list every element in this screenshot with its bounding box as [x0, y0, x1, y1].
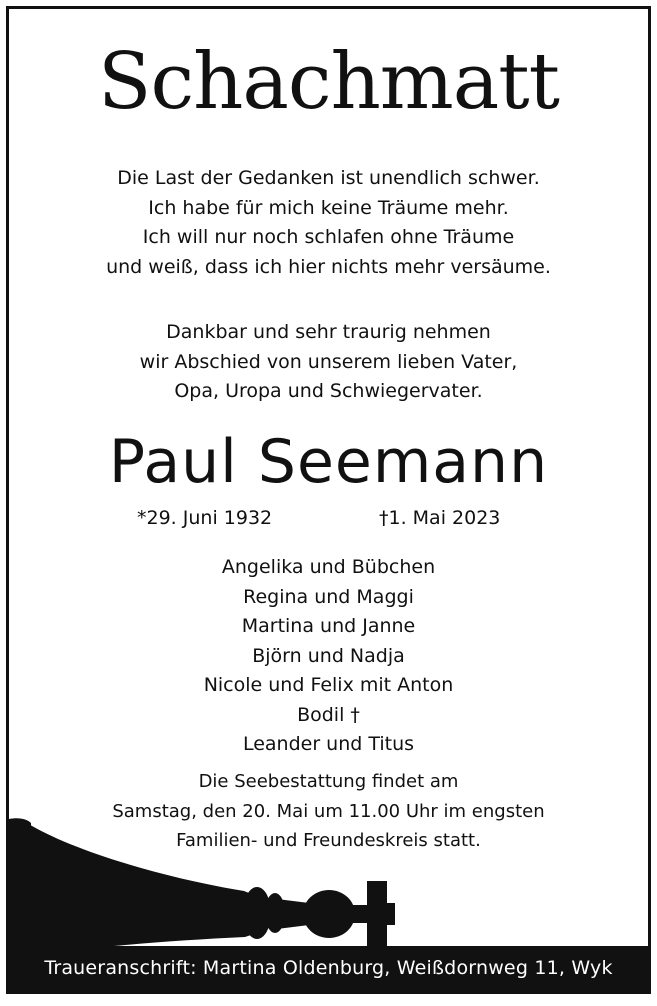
funeral-line: Samstag, den 20. Mai um 11.00 Uhr im engsten — [112, 800, 545, 822]
mourners-list — [9, 553, 648, 760]
mourning-address: Traueranschrift: Martina Oldenburg, Weißdornweg 11, Wyk — [9, 946, 648, 991]
mourner: Nicole und Felix mit Anton — [203, 674, 454, 696]
poem-line: Ich habe für mich keine Träume mehr. — [148, 196, 509, 219]
death-date: †1. Mai 2023 — [379, 507, 501, 529]
farewell-line: Dankbar und sehr traurig nehmen — [166, 321, 491, 343]
poem — [9, 164, 648, 282]
birth-date: *29. Juni 1932 — [137, 507, 273, 529]
mourner: Leander und Titus — [242, 733, 415, 755]
poem-line: und weiß, dass ich hier nichts mehr versäume. — [106, 255, 551, 278]
notice-title: Schachmatt — [98, 37, 559, 127]
fallen-chess-king-icon — [9, 809, 409, 959]
farewell-line: Opa, Uropa und Schwiegervater. — [174, 380, 483, 402]
poem-line: Die Last der Gedanken ist unendlich schwer. — [117, 167, 540, 189]
mourner: Regina und Maggi — [243, 585, 414, 608]
mourner: Angelika und Bübchen — [221, 556, 436, 578]
poem-line: Ich will nur noch schlafen ohne Träume — [142, 226, 515, 248]
mourner: Björn und Nadja — [252, 644, 405, 667]
farewell-line: wir Abschied von unserem lieben Vater, — [139, 350, 518, 373]
obituary-notice — [6, 6, 651, 994]
farewell-text — [9, 318, 648, 407]
deceased-name: Paul Seemann — [108, 427, 549, 497]
mourner: Martina und Janne — [241, 615, 416, 637]
mourner: Bodil † — [297, 703, 360, 726]
funeral-line: Familien- und Freundeskreis statt. — [176, 830, 481, 851]
life-dates — [9, 503, 648, 533]
funeral-line: Die Seebestattung findet am — [198, 771, 459, 792]
